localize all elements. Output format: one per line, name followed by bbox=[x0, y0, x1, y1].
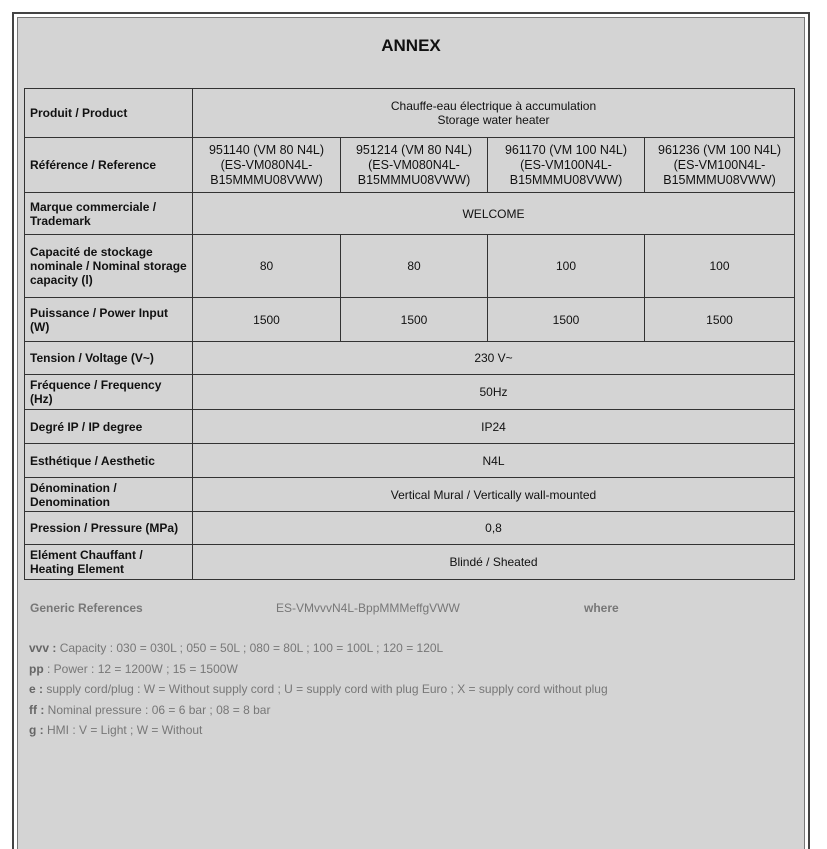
table-row bbox=[25, 410, 795, 444]
generic-references-pattern: ES-VMvvvN4L-BppMMMeffgVWW bbox=[276, 601, 460, 615]
pressure-label: Pression / Pressure (MPa) bbox=[25, 512, 193, 545]
power-label: Puissance / Power Input (W) bbox=[25, 298, 193, 342]
table-row bbox=[25, 512, 795, 545]
reference-cell: 951140 (VM 80 N4L) (ES-VM080N4L- B15MMMU08VWW) bbox=[193, 138, 341, 193]
voltage-label: Tension / Voltage (V~) bbox=[25, 342, 193, 375]
list-item: vvv : Capacity : 030 = 030L ; 050 = 50L ; 080 = 80L ; 100 = 100L ; 120 = 120L bbox=[29, 641, 444, 655]
generic-references-where: where bbox=[584, 601, 619, 615]
table-row bbox=[25, 235, 795, 298]
ip-label: Degré IP / IP degree bbox=[25, 410, 193, 444]
table-row bbox=[25, 89, 795, 138]
product-value: Chauffe-eau électrique à accumulation Storage water heater bbox=[193, 89, 795, 138]
generic-references-label: Generic References bbox=[30, 601, 143, 615]
capacity-cell: 100 bbox=[488, 235, 645, 298]
notes-list bbox=[29, 638, 608, 741]
product-label: Produit / Product bbox=[25, 89, 193, 138]
reference-label: Référence / Reference bbox=[25, 138, 193, 193]
element-value: Blindé / Sheated bbox=[193, 545, 795, 580]
frequency-label: Fréquence / Frequency (Hz) bbox=[25, 375, 193, 410]
list-item: ff : Nominal pressure : 06 = 6 bar ; 08 = 8 bar bbox=[29, 702, 271, 717]
aesthetic-value: N4L bbox=[193, 444, 795, 478]
power-cell: 1500 bbox=[193, 298, 341, 342]
trademark-label: Marque commerciale / Trademark bbox=[25, 193, 193, 235]
frequency-value: 50Hz bbox=[193, 375, 795, 410]
reference-cell: 961236 (VM 100 N4L) (ES-VM100N4L- B15MMMU08VWW) bbox=[645, 138, 795, 193]
page-title: ANNEX bbox=[381, 36, 441, 55]
element-label: Elément Chauffant / Heating Element bbox=[25, 545, 193, 580]
list-item: e : supply cord/plug : W = Without supply cord ; U = supply cord with plug Euro ; X = supply cord without plug bbox=[29, 682, 608, 696]
voltage-value: 230 V~ bbox=[193, 342, 795, 375]
table-row bbox=[25, 478, 795, 512]
table-row bbox=[25, 298, 795, 342]
table-row bbox=[25, 193, 795, 235]
pressure-value: 0,8 bbox=[193, 512, 795, 545]
list-item: g : HMI : V = Light ; W = Without bbox=[29, 723, 203, 737]
table-row bbox=[25, 138, 795, 193]
capacity-label: Capacité de stockage nominale / Nominal storage capacity (l) bbox=[25, 235, 193, 298]
power-cell: 1500 bbox=[645, 298, 795, 342]
capacity-cell: 80 bbox=[341, 235, 488, 298]
table-row bbox=[25, 342, 795, 375]
reference-cell: 951214 (VM 80 N4L) (ES-VM080N4L- B15MMMU08VWW) bbox=[341, 138, 488, 193]
trademark-value: WELCOME bbox=[193, 193, 795, 235]
capacity-cell: 80 bbox=[193, 235, 341, 298]
capacity-cell: 100 bbox=[645, 235, 795, 298]
list-item: pp : Power : 12 = 1200W ; 15 = 1500W bbox=[29, 661, 238, 676]
denomination-label: Dénomination / Denomination bbox=[25, 478, 193, 512]
table-row bbox=[25, 375, 795, 410]
reference-cell: 961170 (VM 100 N4L) (ES-VM100N4L- B15MMMU08VWW) bbox=[488, 138, 645, 193]
ip-value: IP24 bbox=[193, 410, 795, 444]
annex-table bbox=[24, 88, 795, 580]
power-cell: 1500 bbox=[488, 298, 645, 342]
denomination-value: Vertical Mural / Vertically wall-mounted bbox=[193, 478, 795, 512]
aesthetic-label: Esthétique / Aesthetic bbox=[25, 444, 193, 478]
power-cell: 1500 bbox=[341, 298, 488, 342]
table-row bbox=[25, 545, 795, 580]
table-row bbox=[25, 444, 795, 478]
